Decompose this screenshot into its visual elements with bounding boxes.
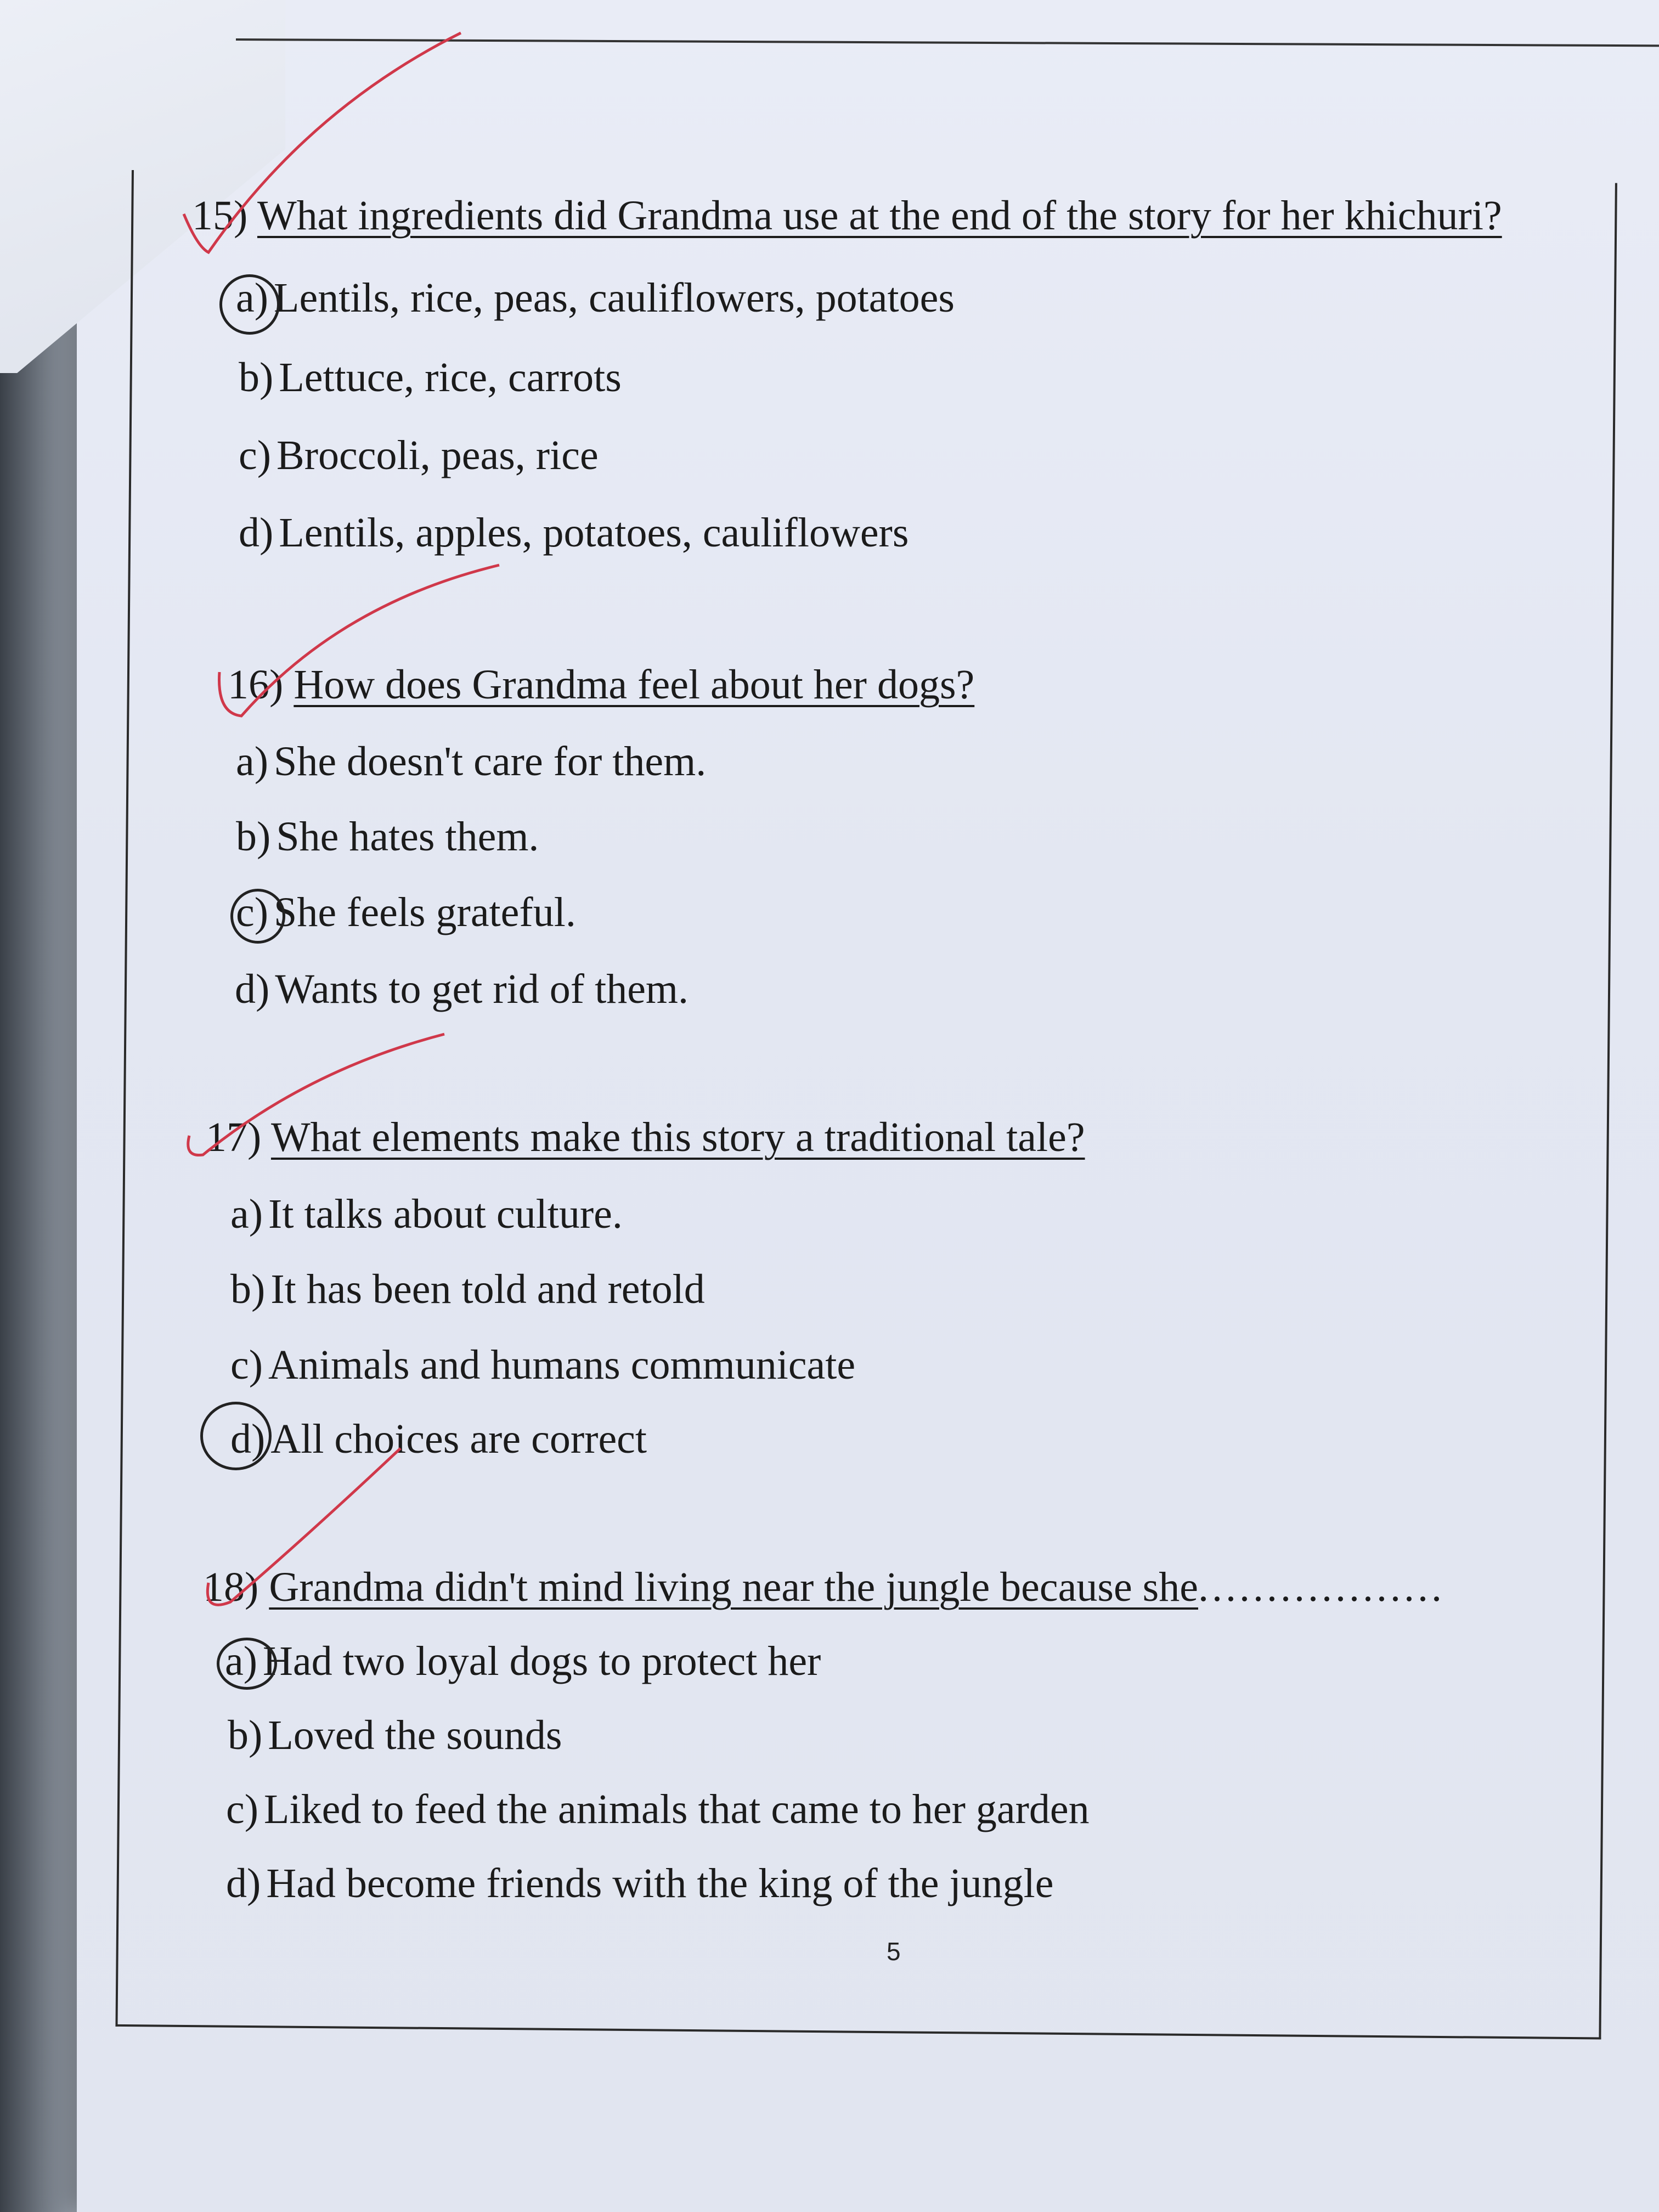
question-stem: What ingredients did Grandma use at the end of the story for her khichuri? [257, 193, 1502, 239]
question-stem: What elements make this story a traditional tale? [270, 1114, 1085, 1160]
question-stem: Grandma didn't mind living near the jungle because she [269, 1564, 1198, 1610]
option-letter: c) [230, 1342, 263, 1388]
option-17d[interactable] [230, 1415, 647, 1463]
option-text: Lettuce, rice, carrots [279, 354, 622, 400]
option-15a[interactable] [236, 274, 955, 322]
option-letter: d) [239, 510, 274, 556]
option-17b[interactable] [230, 1266, 705, 1313]
option-18b[interactable] [228, 1712, 562, 1759]
option-letter: a) [236, 275, 269, 321]
answer-circle-15a [219, 274, 280, 335]
option-text: Lentils, rice, peas, cauliflowers, potatoes [274, 275, 955, 321]
option-letter: a) [225, 1638, 258, 1684]
answer-circle-17d [200, 1402, 272, 1470]
option-text: She hates them. [276, 814, 539, 860]
answer-circle-18a [217, 1638, 277, 1690]
option-16c[interactable] [236, 889, 576, 936]
page-number: 5 [887, 1937, 901, 1966]
question-number: 15) [192, 193, 248, 239]
option-text: Wants to get rid of them. [275, 966, 689, 1012]
option-17c[interactable] [230, 1341, 855, 1389]
option-letter: b) [228, 1712, 263, 1758]
question-number: 17) [206, 1114, 262, 1160]
option-text: Broccoli, peas, rice [276, 432, 599, 478]
option-text: It talks about culture. [268, 1191, 623, 1237]
question-18 [203, 1564, 1445, 1611]
option-15d[interactable] [239, 509, 909, 557]
option-letter: c) [239, 432, 272, 478]
option-text: Animals and humans communicate [268, 1342, 856, 1388]
option-16d[interactable] [235, 966, 689, 1013]
option-text: She feels grateful. [274, 889, 576, 935]
option-letter: b) [239, 354, 274, 400]
question-17 [206, 1114, 1085, 1161]
option-letter: a) [230, 1191, 263, 1237]
option-15b[interactable] [239, 354, 622, 402]
option-text: Lentils, apples, potatoes, cauliflowers [279, 510, 909, 556]
answer-blank: .................. [1198, 1564, 1445, 1610]
option-16b[interactable] [236, 813, 539, 861]
option-letter: d) [230, 1416, 266, 1462]
option-16a[interactable] [236, 738, 706, 786]
question-16 [228, 661, 974, 709]
option-letter: b) [230, 1266, 266, 1312]
option-15c[interactable] [239, 432, 599, 479]
answer-circle-16c [230, 889, 285, 944]
question-number: 16) [228, 662, 284, 708]
option-letter: b) [236, 814, 271, 860]
option-18c[interactable] [226, 1786, 1090, 1833]
question-stem: How does Grandma feel about her dogs? [294, 662, 975, 708]
option-letter: d) [226, 1860, 261, 1906]
option-text: Had become friends with the king of the jungle [266, 1860, 1054, 1906]
option-letter: a) [236, 738, 269, 785]
option-text: Had two loyal dogs to protect her [263, 1638, 821, 1684]
question-15 [192, 192, 1502, 240]
option-text: Liked to feed the animals that came to her garden [264, 1786, 1090, 1832]
option-letter: d) [235, 966, 270, 1012]
option-text: Loved the sounds [268, 1712, 562, 1758]
question-number: 18) [203, 1564, 259, 1610]
option-17a[interactable] [230, 1190, 623, 1238]
option-text: All choices are correct [270, 1416, 647, 1462]
option-18a[interactable] [225, 1638, 821, 1685]
option-letter: c) [236, 889, 269, 935]
option-text: She doesn't care for them. [274, 738, 707, 785]
option-letter: c) [226, 1786, 259, 1832]
option-text: It has been told and retold [270, 1266, 705, 1312]
option-18d[interactable] [226, 1860, 1053, 1908]
